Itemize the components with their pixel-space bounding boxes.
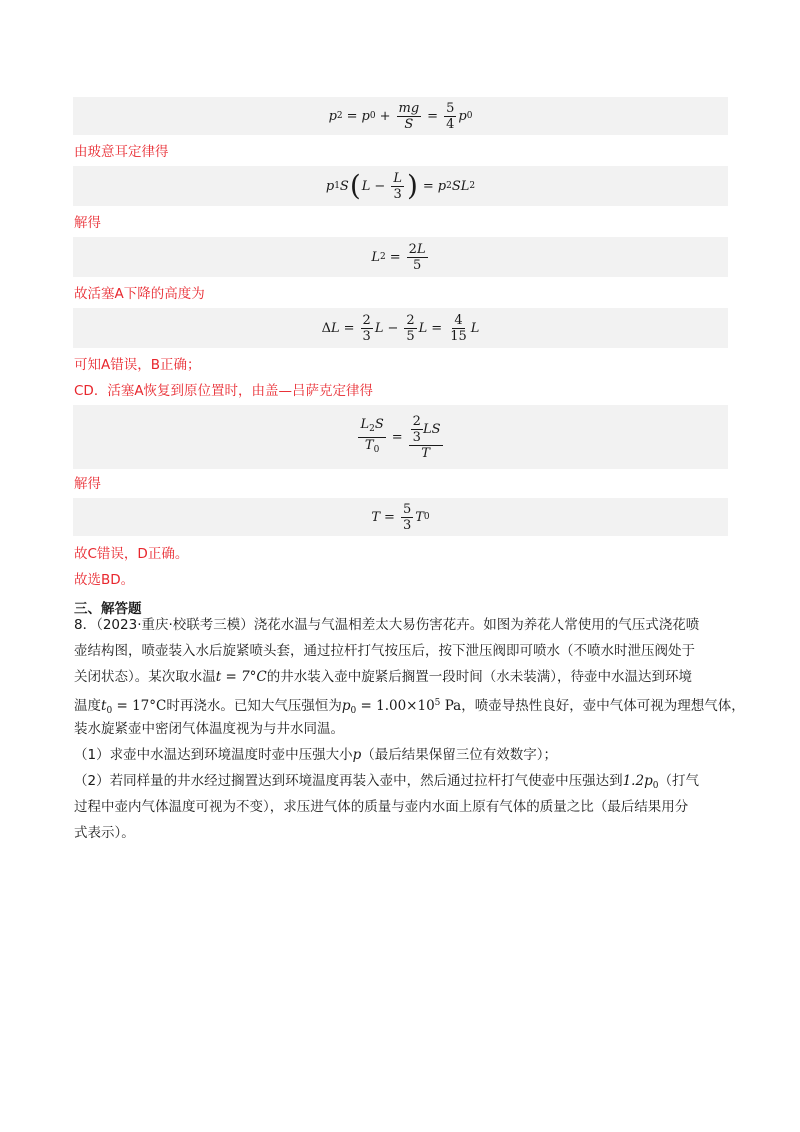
formula-gay-lussac: $\frac{L_2S}{T_0}$ = $\frac{2}{3}$ LS T xyxy=(73,405,728,469)
solution-jie-line-2: 解得 xyxy=(74,476,101,492)
question-line-5: 装水旋紧壶中密闭气体温度视为与井水同温。 xyxy=(74,721,344,737)
formula-delta-l: Δ L = $\frac{2}{3}$ L − $\frac{2}{5}$ L = $\frac{4}{15}$ L xyxy=(73,308,728,348)
solution-jie-line-1: 解得 xyxy=(74,215,101,231)
solution-cd-line: CD．活塞A恢复到原位置时，由盖—吕萨克定律得 xyxy=(74,383,374,399)
solution-boyle-line: 由玻意耳定律得 xyxy=(74,144,169,160)
solution-c-line: 故C错误，D正确。 xyxy=(74,546,189,562)
question-part-2: （2）若同样量的井水经过搁置达到环境温度再装入壶中，然后通过拉杆打气使壶中压强达到$1.2p_0$（打气 xyxy=(74,773,699,791)
question-part-2-line-3: 式表示）。 xyxy=(74,825,135,841)
formula-l2: L 2 = $\frac{2L}{5}$ xyxy=(73,237,728,277)
solution-choice-line: 故选BD。 xyxy=(74,572,135,588)
question-line-1: 8．（2023·重庆·校联考三模）浇花水温与气温相差太大易伤害花卉。如图为养花人常使用的气压式浇花喷 xyxy=(74,617,700,633)
question-part-1: （1）求壶中水温达到环境温度时壶中压强大小p（最后结果保留三位有效数字）； xyxy=(74,747,557,763)
formula-p2: p 2 = p 0 + $\frac{mg}{S}$ = $\frac{5}{4}$ p 0 xyxy=(73,97,728,135)
section-title: 三、解答题 xyxy=(74,601,142,617)
formula-boyle: p 1 S ( L − $\frac{L}{3}$ ) = p 2 SL 2 xyxy=(73,166,728,206)
question-line-2: 壶结构图，喷壶装入水后旋紧喷头套，通过拉杆打气按压后，按下泄压阀即可喷水（不喷水时泄压阀处于 xyxy=(74,643,695,659)
question-8 xyxy=(74,612,745,846)
question-part-2-line-2: 过程中壶内气体温度可视为不变），求压进气体的质量与壶内水面上原有气体的质量之比（最后结果用分 xyxy=(74,799,689,815)
formula-t: T = $\frac{5}{3}$ T 0 xyxy=(73,498,728,536)
math-t-7c: t = 7°C xyxy=(215,669,267,685)
question-line-3: 关闭状态）。某次取水温t = 7°C的井水装入壶中旋紧后搁置一段时间（水未装满），待壶中水温达到环境 xyxy=(74,669,692,685)
solution-ab-line: 可知A错误，B正确； xyxy=(74,357,201,373)
question-line-4: 温度$t_0 = 17^\circ C$时再浇水。已知大气压强恒为$p_0 = 1.00\times 10^5$ Pa，喷壶导热性良好，壶中气体可视为理想气体， xyxy=(74,698,745,716)
solution-drop-line: 故活塞A下降的高度为 xyxy=(74,286,205,302)
